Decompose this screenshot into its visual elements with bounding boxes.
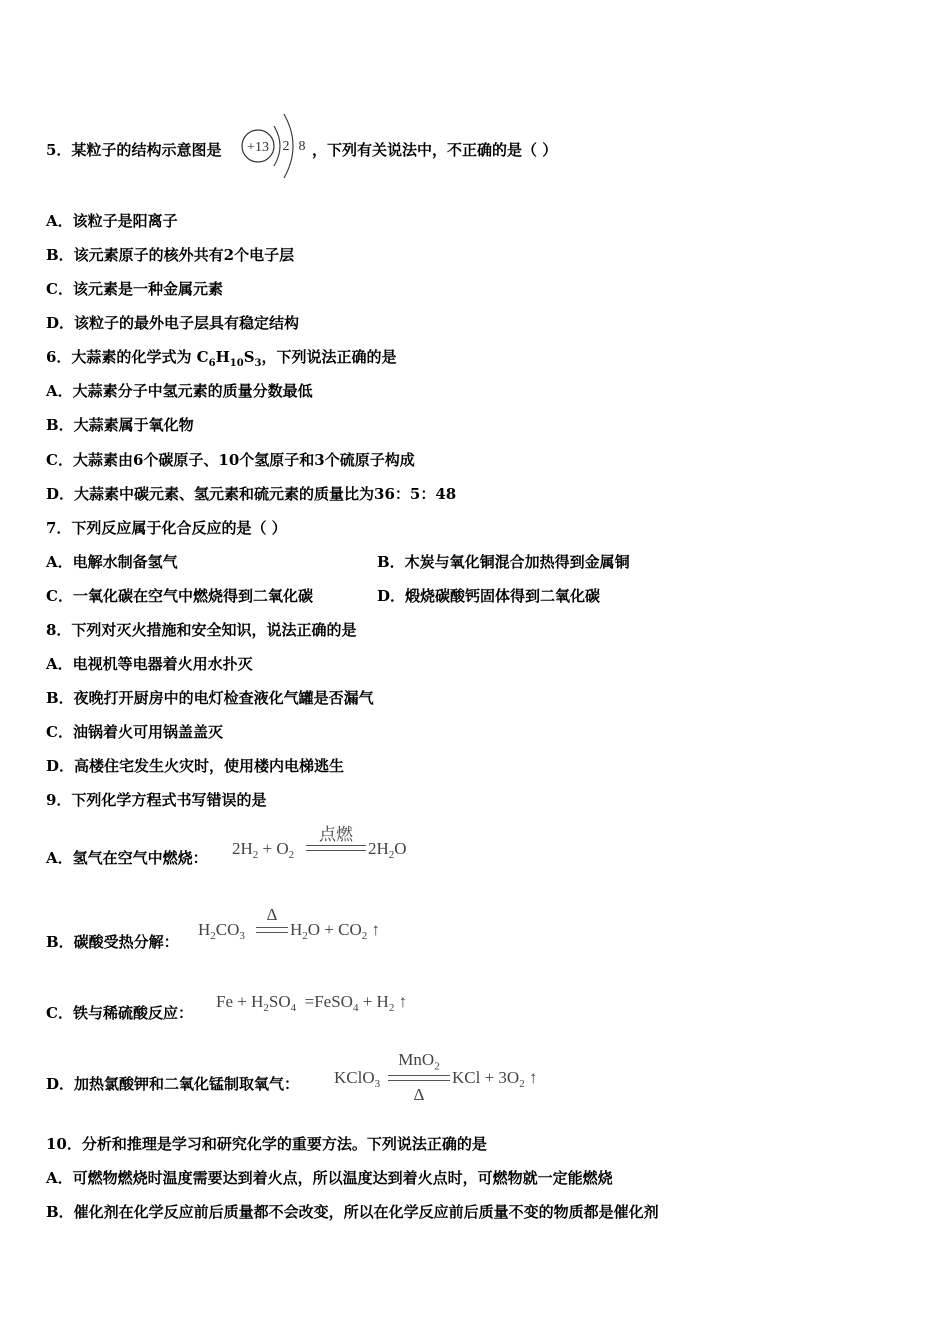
q6-stem: 6．大蒜素的化学式为 $C_6H_{10}S_3$，下列说法正确的是 [46, 348, 397, 369]
q5-option-d: D．该粒子的最外电子层具有稳定结构 [46, 314, 300, 332]
q9-b-equals [256, 927, 288, 933]
q5-option-c: C．该元素是一种金属元素 [46, 280, 223, 298]
q9-b-condition: Δ [266, 905, 278, 924]
q9-d-equals [388, 1075, 450, 1081]
q9-stem: 9．下列化学方程式书写错误的是 [46, 791, 267, 809]
q6-option-c: C．大蒜素由6个碳原子、10个氢原子和3个硫原子构成 [46, 451, 415, 469]
q5-option-b: B．该元素原子的核外共有2个电子层 [46, 246, 295, 264]
q8-option-d: D．高楼住宅发生火灾时，使用楼内电梯逃生 [46, 757, 345, 775]
q9-option-b-label: B．碳酸受热分解： [46, 933, 179, 951]
q6-option-a: A．大蒜素分子中氢元素的质量分数最低 [46, 382, 313, 400]
q5-option-a: A．该粒子是阳离子 [46, 212, 178, 230]
q7-option-d: D．煅烧碳酸钙固体得到二氧化碳 [377, 587, 601, 605]
q9-option-c-label: C．铁与稀硫酸反应： [46, 1004, 193, 1022]
q9-a-equals [306, 845, 366, 851]
atomic-structure-diagram [240, 102, 312, 186]
q9-b-reactants: $H_2CO_3$ [198, 920, 245, 942]
q9-d-products: KCl + $3O_2$ ↑ [452, 1068, 538, 1090]
q7-option-c: C．一氧化碳在空气中燃烧得到二氧化碳 [46, 587, 313, 605]
q9-a-condition: 点燃 [319, 825, 353, 844]
q9-d-reactants: KClO$_3$ [334, 1068, 381, 1090]
q10-option-b: B．催化剂在化学反应前后质量都不会改变，所以在化学反应前后质量不变的物质都是催化剂 [46, 1203, 659, 1221]
q6-option-b: B．大蒜素属于氧化物 [46, 416, 194, 434]
q8-option-b: B．夜晚打开厨房中的电灯检查液化气罐是否漏气 [46, 689, 374, 707]
shell1-electrons: 2 [282, 139, 290, 154]
q9-a-products: $2H_2O$ [368, 839, 407, 861]
q8-option-c: C．油锅着火可用锅盖盖灭 [46, 723, 223, 741]
q8-option-a: A．电视机等电器着火用水扑灭 [46, 655, 253, 673]
shell2-electrons: 8 [298, 139, 306, 154]
q10-option-a: A．可燃物燃烧时温度需要达到着火点，所以温度达到着火点时，可燃物就一定能燃烧 [46, 1169, 613, 1187]
q7-stem: 7．下列反应属于化合反应的是（ ） [46, 519, 287, 537]
q9-option-d-label: D．加热氯酸钾和二氧化锰制取氧气： [46, 1075, 300, 1093]
q8-stem: 8．下列对灭火措施和安全知识，说法正确的是 [46, 621, 357, 639]
nucleus-charge: +13 [247, 140, 269, 155]
q9-b-products: $H_2O + CO_2$ ↑ [290, 920, 381, 942]
q9-d-heat: Δ [413, 1085, 425, 1104]
q10-stem: 10．分析和推理是学习和研究化学的重要方法。下列说法正确的是 [46, 1135, 487, 1153]
q6-option-d: D．大蒜素中碳元素、氢元素和硫元素的质量比为36：5：48 [46, 485, 457, 503]
q9-d-catalyst: MnO$_2$ [398, 1050, 440, 1073]
q9-a-reactants: $2H_2 + O_2$ [232, 839, 295, 861]
q7-option-a: A．电解水制备氢气 [46, 553, 178, 571]
q5-stem-after: ，下列有关说法中，不正确的是（ ） [312, 141, 558, 159]
q7-option-b: B．木炭与氧化铜混合加热得到金属铜 [377, 553, 630, 571]
q9-option-a-label: A．氢气在空气中燃烧： [46, 849, 208, 867]
q9-c-equation: $Fe + H_2SO_4$ =FeSO$_4$ + $H_2$ ↑ [216, 992, 408, 1014]
q5-stem-before: 5．某粒子的结构示意图是 [46, 141, 222, 159]
q5-stem [46, 140, 221, 160]
